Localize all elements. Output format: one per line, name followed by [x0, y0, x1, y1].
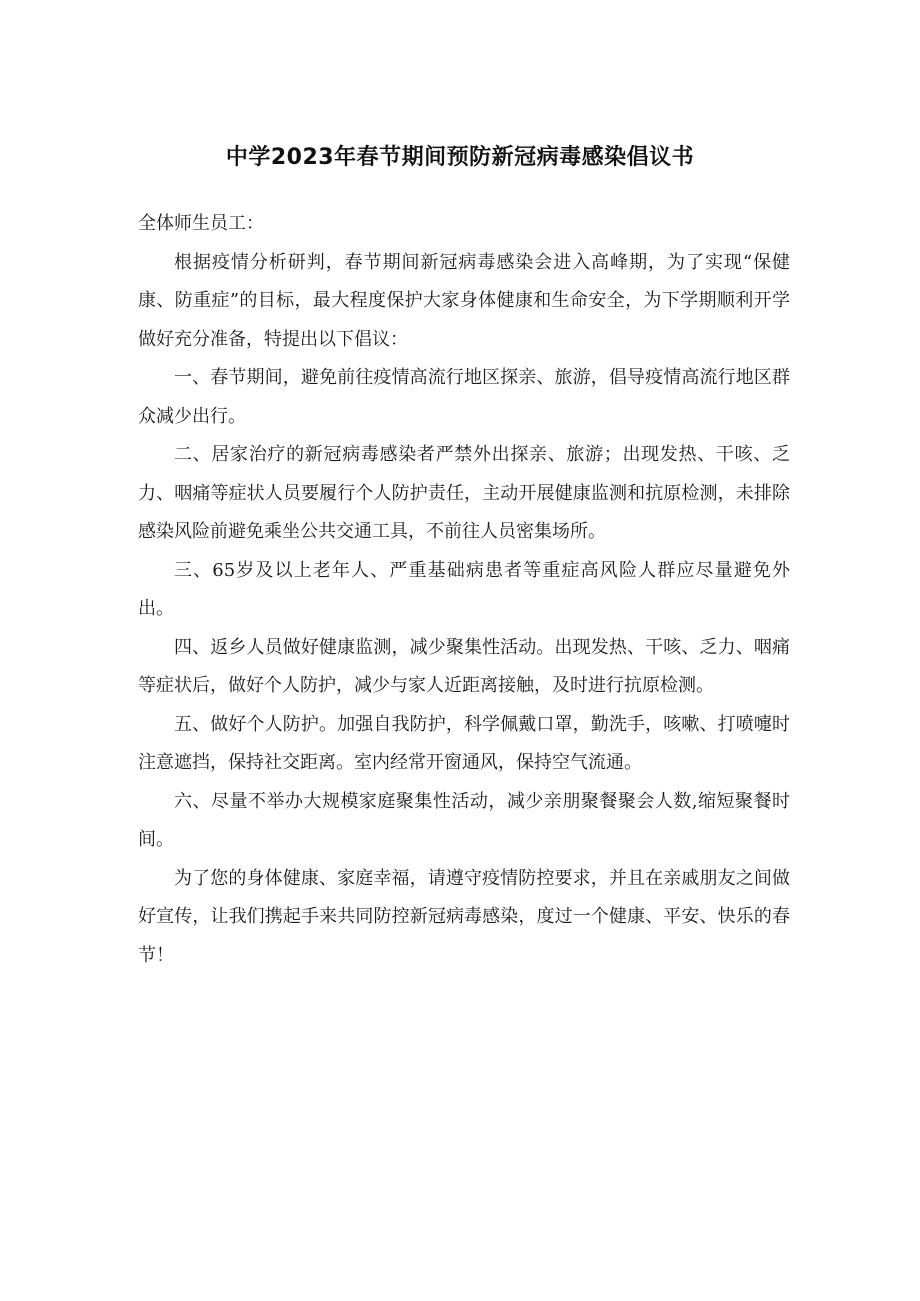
paragraph-item-5: 五、做好个人防护。加强自我防护，科学佩戴口罩，勤洗手，咳嗽、打喷嚏时注意遮挡，保持社交距离。室内经常开窗通风，保持空气流通。 [138, 713, 790, 773]
document-title: 中学2023年春节期间预防新冠病毒感染倡议书 [225, 145, 695, 170]
paragraph-item-1: 一、春节期间，避免前往疫情高流行地区探亲、旅游，倡导疫情高流行地区群众减少出行。 [138, 367, 790, 427]
paragraph-closing: 为了您的身体健康、家庭幸福，请遵守疫情防控要求，并且在亲戚朋友之间做好宣传，让我们携起手来共同防控新冠病毒感染，度过一个健康、平安、快乐的春节！ [138, 867, 790, 966]
paragraph-item-6: 六、尽量不举办大规模家庭聚集性活动，减少亲朋聚餐聚会人数,缩短聚餐时间。 [138, 790, 790, 850]
paragraph-item-3: 三、65岁及以上老年人、严重基础病患者等重症高风险人群应尽量避免外出。 [138, 559, 790, 619]
paragraph-item-2: 二、居家治疗的新冠病毒感染者严禁外出探亲、旅游；出现发热、干咳、乏力、咽痛等症状人员要履行个人防护责任，主动开展健康监测和抗原检测，未排除感染风险前避免乘坐公共交通工具，不前往人员密集场所。 [138, 444, 790, 542]
paragraph-intro: 根据疫情分析研判，春节期间新冠病毒感染会进入高峰期，为了实现“保健康、防重症”的目标，最大程度保护大家身体健康和生命安全，为下学期顺利开学做好充分准备，特提出以下倡议： [138, 251, 790, 350]
document-body [138, 205, 790, 975]
paragraph-item-4: 四、返乡人员做好健康监测，减少聚集性活动。出现发热、干咳、乏力、咽痛等症状后，做好个人防护，减少与家人近距离接触，及时进行抗原检测。 [138, 636, 790, 696]
salutation: 全体师生员工： [138, 213, 264, 234]
